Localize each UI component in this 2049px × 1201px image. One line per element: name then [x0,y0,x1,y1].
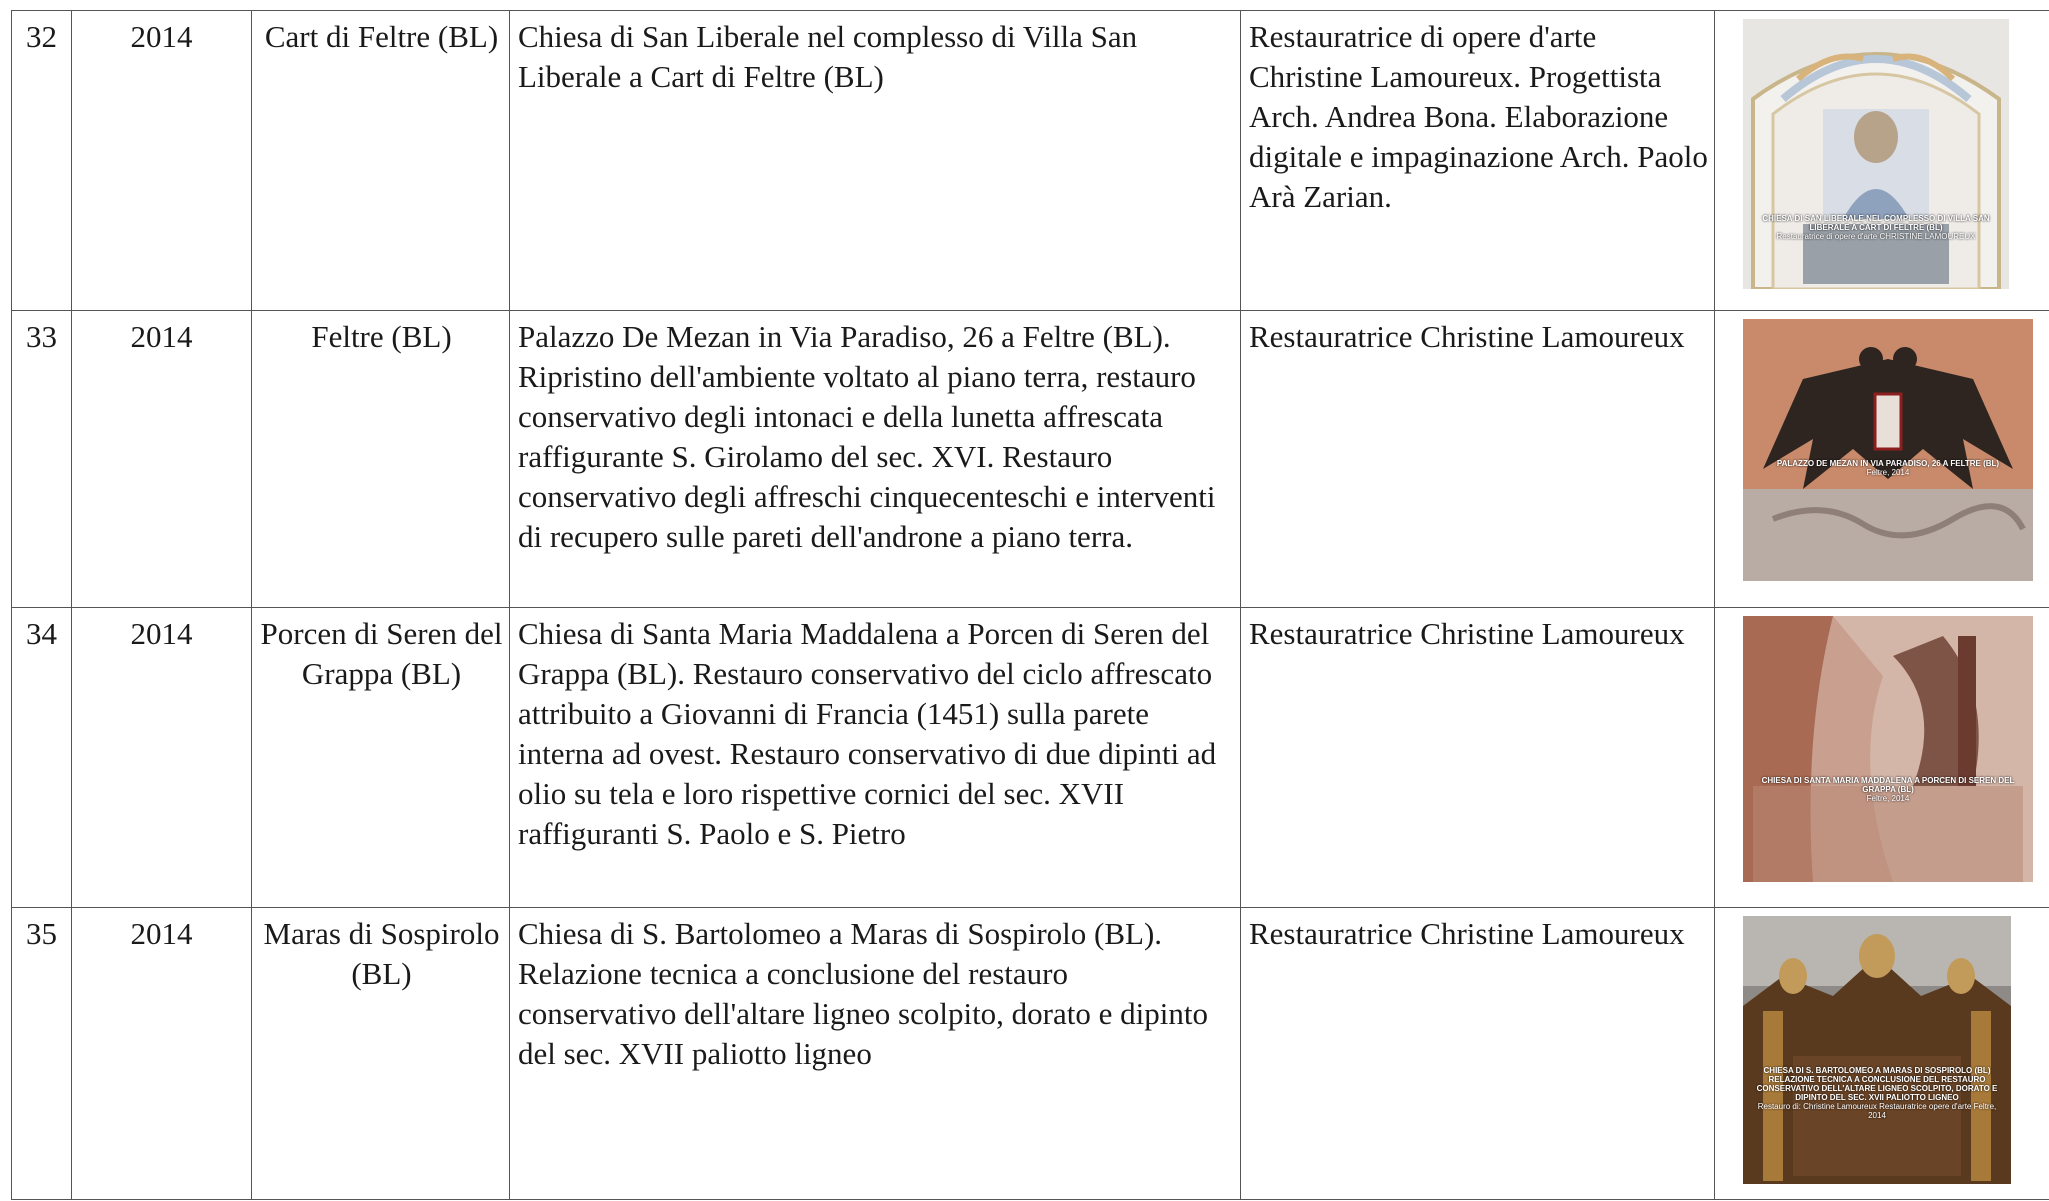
row-description: Palazzo De Mezan in Via Paradiso, 26 a Feltre (BL). Ripristino dell'ambiente voltato al piano terra, restauro conservativo degli intonaci e della lunetta affrescata raffigurante S. Girolamo del sec. XVI. Restauro conservativo degli affreschi cinquecenteschi e interventi di recupero sulle pareti dell'androne a piano terra. [510,311,1241,608]
church-altar-thumbnail [1743,19,2009,289]
row-location: Maras di Sospirolo (BL) [252,908,510,1200]
row-location: Porcen di Seren del Grappa (BL) [252,608,510,908]
thumbnail-caption: CHIESA DI S. BARTOLOMEO A MARAS DI SOSPIROLO (BL) RELAZIONE TECNICA A CONCLUSIONE DEL RESTAURO CONSERVATIVO DELL'ALTARE LIGNEO SCOLPITO, DORATO E DIPINTO DEL SEC. XVII PALIOTTO LIGNEO Restauro di: Christine Lamoureux Restauratrice opere d'arte Feltre, 2014 [1756,1066,1998,1120]
row-authors: Restauratrice Christine Lamoureux [1241,608,1715,908]
thumbnail-caption: PALAZZO DE MEZAN IN VIA PARADISO, 26 A FELTRE (BL) Feltre, 2014 [1776,459,2000,477]
row-year: 2014 [72,311,252,608]
projects-table [11,10,2049,1200]
row-authors: Restauratrice Christine Lamoureux [1241,908,1715,1200]
thumbnail-image [1743,616,2033,882]
row-location: Feltre (BL) [252,311,510,608]
row-year: 2014 [72,908,252,1200]
thumbnail-image [1743,319,2033,581]
thumbnail-caption: CHIESA DI SAN LIBERALE NEL COMPLESSO DI VILLA SAN LIBERALE A CART DI FELTRE (BL) Restauratrice di opere d'arte CHRISTINE LAMOUREUX [1762,214,1990,241]
fresco-eagle-thumbnail [1743,319,2033,581]
table-row [12,908,2049,1200]
row-number: 33 [12,311,72,608]
row-authors: Restauratrice di opere d'arte Christine Lamoureux. Progettista Arch. Andrea Bona. Elaborazione digitale e impaginazione Arch. Paolo Arà Zarian. [1241,11,1715,311]
table-row [12,311,2049,608]
row-description: Chiesa di S. Bartolomeo a Maras di Sospirolo (BL). Relazione tecnica a conclusione del restauro conservativo dell'altare ligneo scolpito, dorato e dipinto del sec. XVII paliotto ligneo [510,908,1241,1200]
row-location: Cart di Feltre (BL) [252,11,510,311]
thumbnail-image [1743,19,2009,289]
row-authors: Restauratrice Christine Lamoureux [1241,311,1715,608]
row-number: 35 [12,908,72,1200]
row-description: Chiesa di Santa Maria Maddalena a Porcen di Seren del Grappa (BL). Restauro conservativo del ciclo affrescato attribuito a Giovanni di Francia (1451) sulla parete interna ad ovest. Restauro conservativo di due dipinti ad olio su tela e loro rispettive cornici del sec. XVII raffiguranti S. Paolo e S. Pietro [510,608,1241,908]
row-description: Chiesa di San Liberale nel complesso di Villa San Liberale a Cart di Feltre (BL) [510,11,1241,311]
table-row [12,11,2049,311]
wooden-altar-thumbnail [1743,916,2011,1184]
row-thumbnail-cell [1715,608,2049,908]
thumbnail-image [1743,916,2011,1184]
row-thumbnail-cell [1715,311,2049,608]
row-number: 32 [12,11,72,311]
row-thumbnail-cell [1715,11,2049,311]
thumbnail-caption: CHIESA DI SANTA MARIA MADDALENA A PORCEN DI SEREN DEL GRAPPA (BL) Feltre, 2014 [1761,776,2015,803]
row-number: 34 [12,608,72,908]
row-year: 2014 [72,11,252,311]
row-year: 2014 [72,608,252,908]
row-thumbnail-cell [1715,908,2049,1200]
table-row [12,608,2049,908]
fresco-wall-thumbnail [1743,616,2033,882]
